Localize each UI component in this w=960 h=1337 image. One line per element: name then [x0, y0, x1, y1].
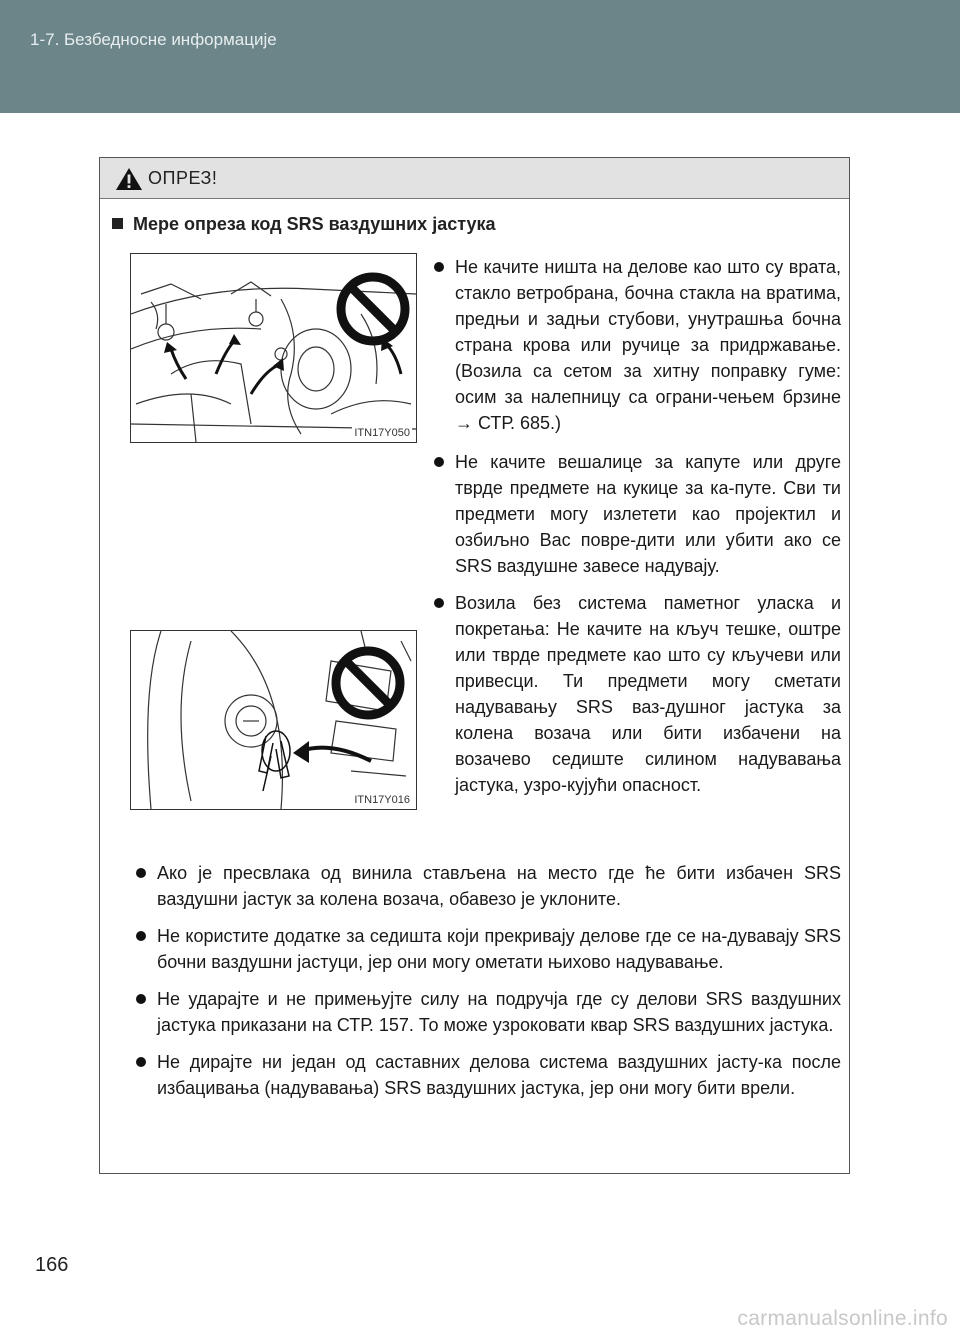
bullet-item: Возила без система паметног уласка и покретања: Не качите на кључ тешке, оштре или тврде предмете као што су кључеви или привесци. Ти предмети могу сметати надувавању SRS ваз-душног јастука за колена возача или бити избачени на возачево седиште силином надувавања јастука, узро-кујући опасност. [433, 590, 841, 798]
bullet-item: Не ударајте и не примењујте силу на подручја где су делови SRS ваздушних јастука приказани на СТР. 157. То може узроковати квар SRS ваздушних јастука. [135, 986, 841, 1038]
subheading-text: Мере опреза код SRS ваздушних јастука [133, 214, 496, 234]
bullet-item: Ако је пресвлака од винила стављена на место где ће бити избачен SRS ваздушни јастук за колена возача, обавезо је уклоните. [135, 860, 841, 912]
figure-interior-pillars [130, 253, 417, 443]
watermark: carmanualsonline.info [737, 1307, 948, 1330]
bullet-item: Не дирајте ни један од саставних делова система ваздушних јасту-ка после избацивања (надувавања) SRS ваздушних јастука, јер они могу бити врели. [135, 1049, 841, 1101]
bullet-list-bottom [135, 860, 841, 1112]
page-number: 166 [35, 1254, 69, 1276]
bullet-list-right [433, 254, 841, 798]
caution-box [99, 157, 850, 1174]
interior-illustration [131, 254, 416, 442]
bullet-item: Не качите вешалице за капуте или друге тврде предмете на кукице за ка-путе. Сви ти предмети могу излетети као пројектил и озбиљно Вас повре-дити или убити ако се SRS ваздушне завесе надувају. [433, 449, 841, 579]
square-bullet-icon [112, 218, 123, 229]
figure-code: ITN17Y050 [354, 427, 410, 439]
caution-header [100, 158, 849, 199]
figure-code: ITN17Y016 [354, 794, 410, 806]
header-band [0, 0, 960, 113]
bullet-item: Не користите додатке за седишта који прекривају делове где се на-дувавају SRS бочни ваздушни јастуци, јер они могу ометати њихово надувавање. [135, 923, 841, 975]
figure-ignition-key [130, 630, 417, 810]
prohibition-icon [341, 277, 405, 341]
bullet-item: Не качите ништа на делове као што су врата, стакло ветробрана, бочна стакла на вратима, предњи и задњи стубови, унутрашња бочна страна крова или ручице за придржавање. (Возила са сетом за хитну поправку гуме: осим за налепницу са ограни-чењем брзине → СТР. 685.) [433, 254, 841, 436]
subheading [112, 214, 496, 235]
caution-title: ОПРЕЗ! [148, 168, 218, 188]
ignition-illustration [131, 631, 416, 809]
section-title: 1-7. Безбедносне информације [30, 30, 277, 49]
warning-triangle-icon [115, 167, 143, 191]
prohibition-icon [336, 651, 400, 715]
